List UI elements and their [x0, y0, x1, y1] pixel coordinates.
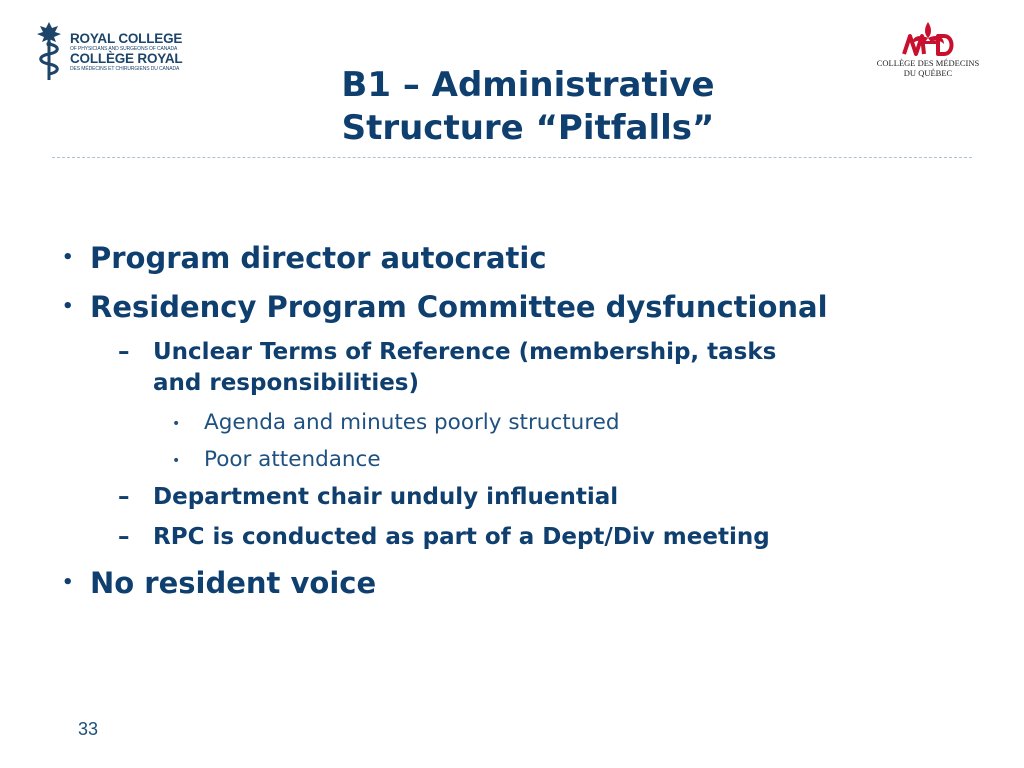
bullet-marker: •: [172, 416, 181, 432]
title-divider: [52, 157, 972, 158]
sub-bullet-text-line1: Unclear Terms of Reference (membership, tasks: [153, 339, 777, 365]
rc-line4: DES MÉDECINS ET CHIRURGIENS DU CANADA: [70, 66, 180, 72]
bullet-text: No resident voice: [90, 566, 377, 600]
dash-marker: –: [118, 524, 130, 550]
sub-bullet-text: RPC is conducted as part of a Dept/Div meeting: [153, 524, 770, 550]
dash-marker: –: [118, 339, 130, 365]
title-line2: Structure “Pitfalls”: [341, 108, 715, 148]
sub-sub-bullet-text: Agenda and minutes poorly structured: [204, 410, 620, 435]
dash-marker: –: [118, 484, 130, 510]
bullet-marker: •: [62, 572, 74, 593]
sub-sub-bullet-text: Poor attendance: [204, 447, 381, 472]
rc-line3: COLLÈGE ROYAL: [70, 51, 183, 66]
cmq-line2: DU QUÉBEC: [903, 68, 953, 78]
sub-bullet-text: Department chair unduly influential: [153, 484, 619, 510]
bullet-marker: •: [172, 453, 181, 469]
page-number: 33: [78, 719, 99, 739]
cmq-line1: COLLÈGE DES MÉDECINS: [876, 58, 980, 68]
bullet-text: Residency Program Committee dysfunctional: [90, 290, 828, 324]
bullet-marker: •: [62, 247, 74, 268]
bullet-text: Program director autocratic: [90, 241, 547, 275]
sub-bullet-text-line2: and responsibilities): [153, 370, 420, 396]
rc-line2: OF PHYSICIANS AND SURGEONS OF CANADA: [70, 46, 178, 52]
rc-line1: ROYAL COLLEGE: [70, 31, 183, 46]
bullet-marker: •: [62, 296, 74, 317]
title-line1: B1 – Administrative: [341, 65, 715, 105]
cmq-fleur-de-lis-icon: [900, 20, 956, 56]
slide-title: [0, 64, 1024, 150]
